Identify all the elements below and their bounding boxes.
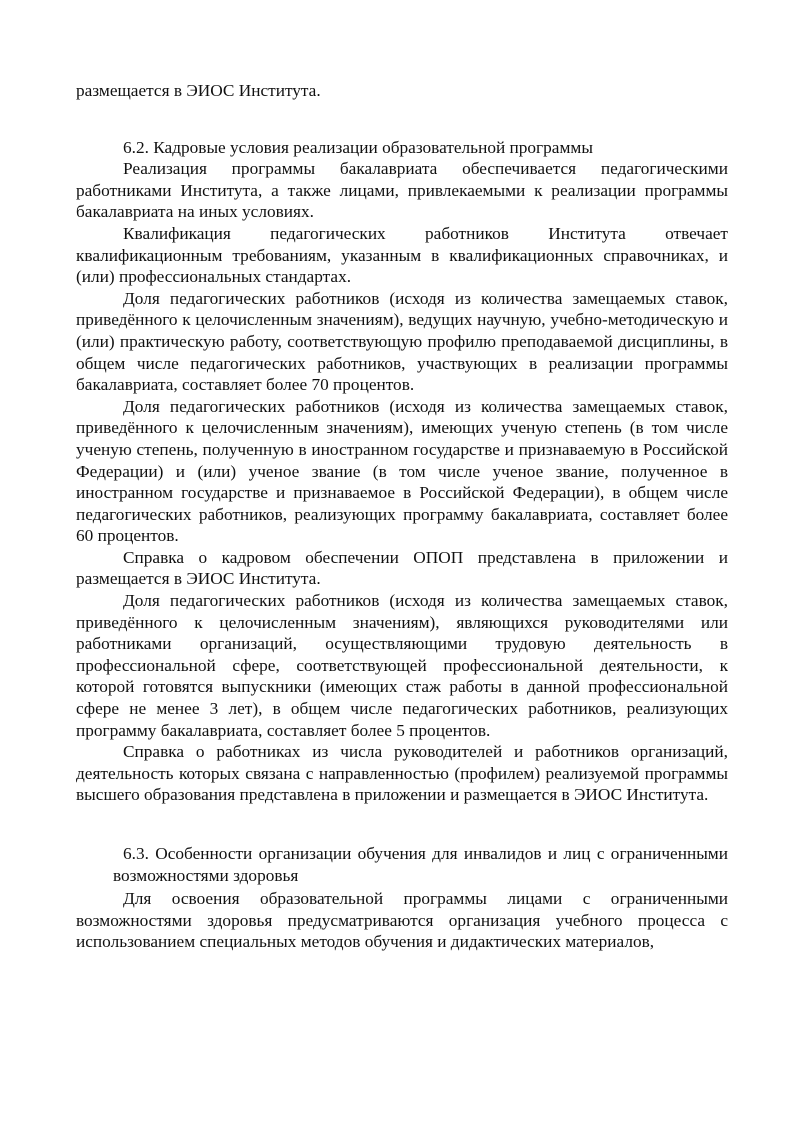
continuation-text: размещается в ЭИОС Института. — [76, 81, 321, 100]
paragraph: Для освоения образовательной программы лицами с ограниченными возможностями здоровья предусматриваются организация учебного процесса с использованием специальных методов обучения и дидактических материалов, — [76, 889, 728, 952]
paragraph: Реализация программы бакалавриата обеспечивается педагогическими работниками Института, а также лицами, привлекаемыми к реализации программы бакалавриата на иных условиях. — [76, 159, 728, 222]
spacer — [76, 102, 728, 137]
section-6-2 — [76, 137, 728, 806]
paragraph: Справка о кадровом обеспечении ОПОП представлена в приложении и размещается в ЭИОС Института. — [76, 547, 728, 589]
paragraph: Квалификация педагогических работников Института отвечает квалификационным требованиям, указанным в квалификационных справочниках, и (или) профессиональных стандартах. — [76, 223, 728, 287]
paragraph: Доля педагогических работников (исходя из количества замещаемых ставок, приведённого к целочисленным значениям), имеющих ученую степень (в том числе ученую степень, полученную в иностранном государстве и признаваемую в Российской Федерации) и (или) ученое звание (в том числе ученое звание, полученное в иностранном государстве и признаваемое в Российской Федерации), в общем числе педагогических работников, реализующих программу бакалавриата, составляет более 60 процентов. — [76, 396, 728, 546]
paragraph: Доля педагогических работников (исходя из количества замещаемых ставок, приведённого к целочисленным значениям), являющихся руководителями или работниками организаций, осуществляющими трудовую деятельность в профессиональной сфере, соответствующей профессиональной деятельности, к которой готовятся выпускники (имеющих стаж работы в данной профессиональной сфере не менее 3 лет), в общем числе педагогических работников, реализующих программу бакалавриата, составляет более 5 процентов. — [76, 591, 728, 740]
section-heading: 6.3. Особенности организации обучения для инвалидов и лиц с ограниченными возможностями здоровья — [113, 844, 728, 885]
section-heading: 6.2. Кадровые условия реализации образовательной программы — [123, 137, 593, 157]
document-page — [76, 80, 728, 953]
paragraph: Доля педагогических работников (исходя из количества замещаемых ставок, приведённого к целочисленным значениям), ведущих научную, учебно-методическую и (или) практическую работу, соответствующую профилю преподаваемой дисциплины, в общем числе педагогических работников, участвующих в реализации программы бакалавриата, составляет более 70 процентов. — [76, 288, 728, 395]
paragraph: Справка о работниках из числа руководителей и работников организаций, деятельность которых связана с направленностью (профилем) реализуемой программы высшего образования представлена в приложении и размещается в ЭИОС Института. — [76, 742, 728, 805]
section-6-3 — [76, 843, 728, 953]
spacer — [76, 806, 728, 843]
